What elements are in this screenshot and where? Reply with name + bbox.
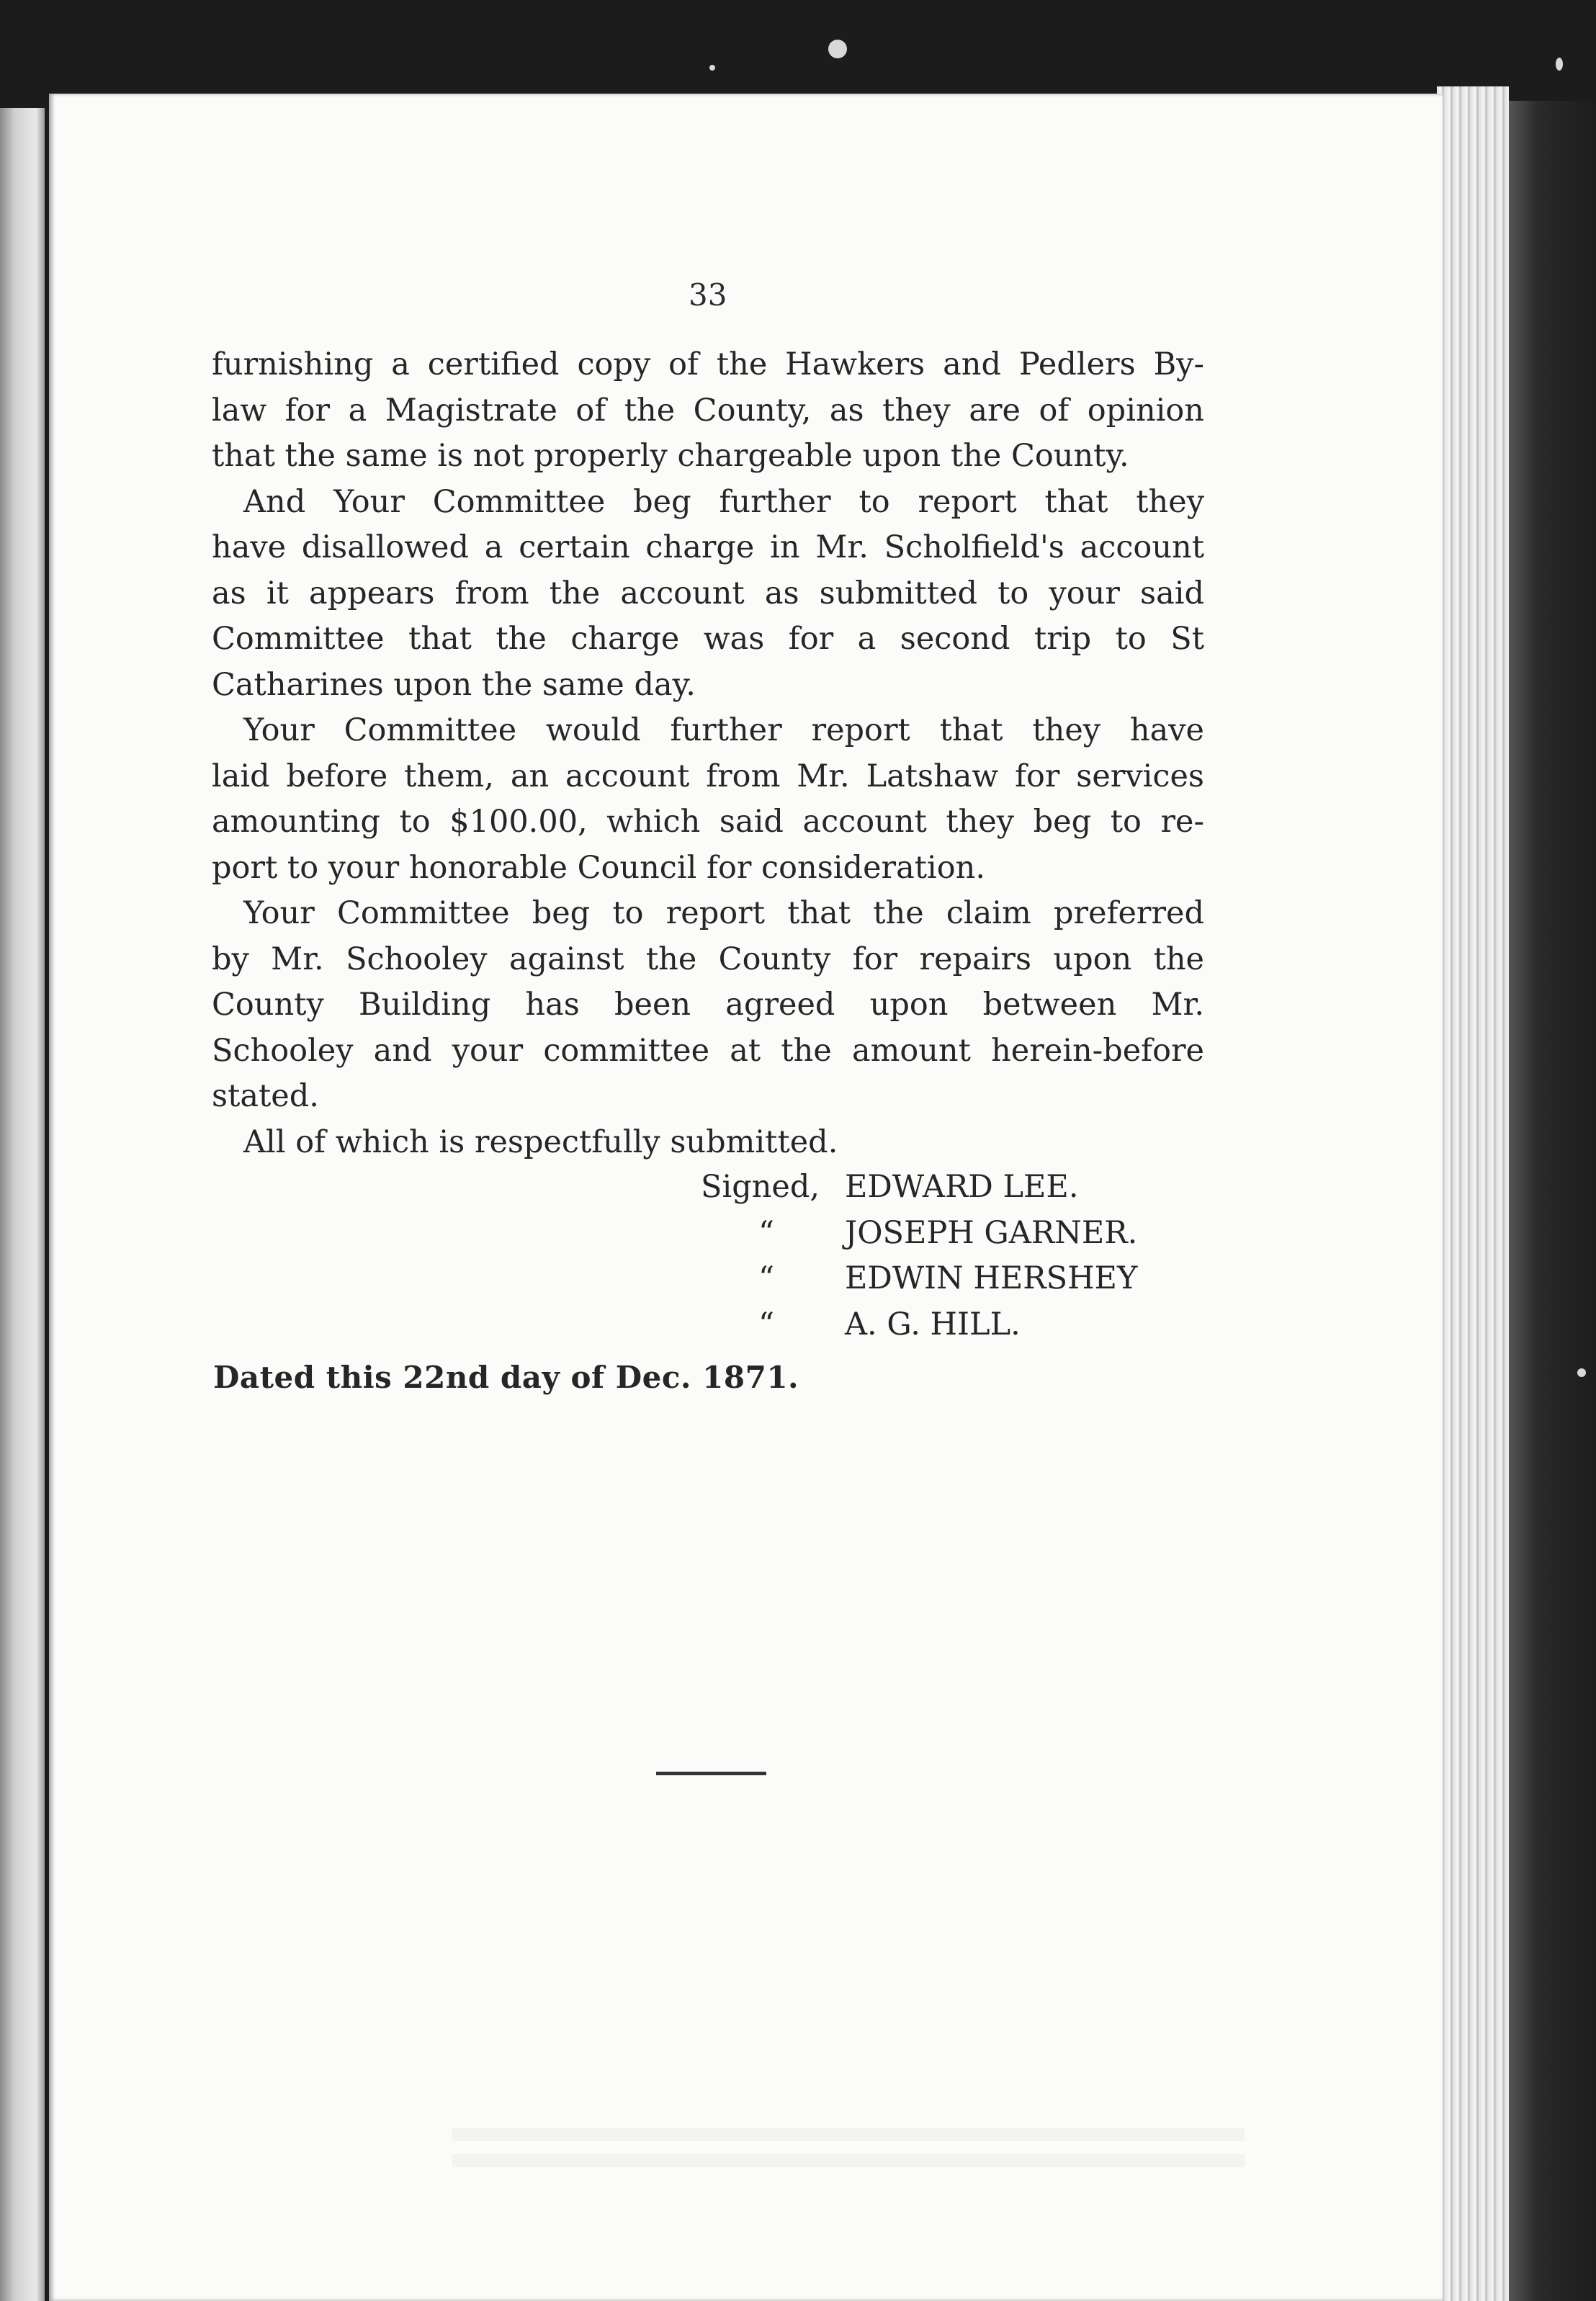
signature-row (701, 1211, 1137, 1257)
dust-speck (1556, 58, 1563, 71)
text-line: as it appears from the account as submitted to your said (212, 575, 1204, 611)
page-number: 33 (689, 277, 727, 313)
signatory-name: JOSEPH GARNER. (845, 1214, 1138, 1251)
signature-row (701, 1302, 1137, 1348)
signatory-name: EDWARD LEE. (845, 1169, 1079, 1205)
text-line: law for a Magistrate of the County, as they are of opinion (212, 392, 1204, 429)
ditto-mark: “ (758, 1260, 774, 1296)
text-line: by Mr. Schooley against the County for repairs upon the (212, 941, 1204, 977)
report-body (212, 342, 1204, 1165)
signed-label: Signed, (701, 1169, 820, 1205)
text-line: And Your Committee beg further to report that they (243, 483, 1204, 520)
dust-speck (1577, 1368, 1586, 1377)
signature-row (701, 1256, 1137, 1302)
signatory-name: EDWIN HERSHEY (845, 1260, 1138, 1296)
facing-page-edge (0, 108, 45, 2301)
dust-speck (709, 65, 715, 71)
ditto-mark: “ (758, 1214, 774, 1251)
text-line: Catharines upon the same day. (212, 666, 696, 703)
text-line: Your Committee beg to report that the claim preferred (243, 895, 1204, 931)
page-stack-shadow (1509, 101, 1596, 2301)
text-line: laid before them, an account from Mr. Latshaw for services (212, 758, 1204, 794)
text-line: All of which is respectfully submitted. (243, 1123, 838, 1160)
text-line: port to your honorable Council for consideration. (212, 849, 985, 886)
text-line: amounting to $100.00, which said account they beg to re- (212, 804, 1204, 840)
signature-row (701, 1165, 1137, 1211)
section-divider (656, 1772, 766, 1775)
text-line: Your Committee would further report that they have (243, 712, 1204, 748)
signature-block (701, 1165, 1137, 1347)
text-line: Schooley and your committee at the amount herein-before (212, 1032, 1204, 1069)
signatory-name: A. G. HILL. (845, 1306, 1021, 1342)
text-line: stated. (212, 1078, 319, 1114)
text-line: have disallowed a certain charge in Mr. Scholfield's account (212, 529, 1204, 565)
date-line: Dated this 22nd day of Dec. 1871. (213, 1360, 799, 1395)
text-line: furnishing a certified copy of the Hawkers and Pedlers By- (212, 346, 1204, 382)
bleed-through-text (452, 2128, 1245, 2179)
ditto-mark: “ (758, 1306, 774, 1342)
page-stack-edges (1437, 86, 1509, 2301)
text-line: County Building has been agreed upon between Mr. (212, 987, 1204, 1023)
text-line: Committee that the charge was for a second trip to St (212, 621, 1204, 657)
dust-speck (828, 40, 847, 58)
text-line: that the same is not properly chargeable upon the County. (212, 438, 1129, 474)
document-page (49, 94, 1443, 2301)
